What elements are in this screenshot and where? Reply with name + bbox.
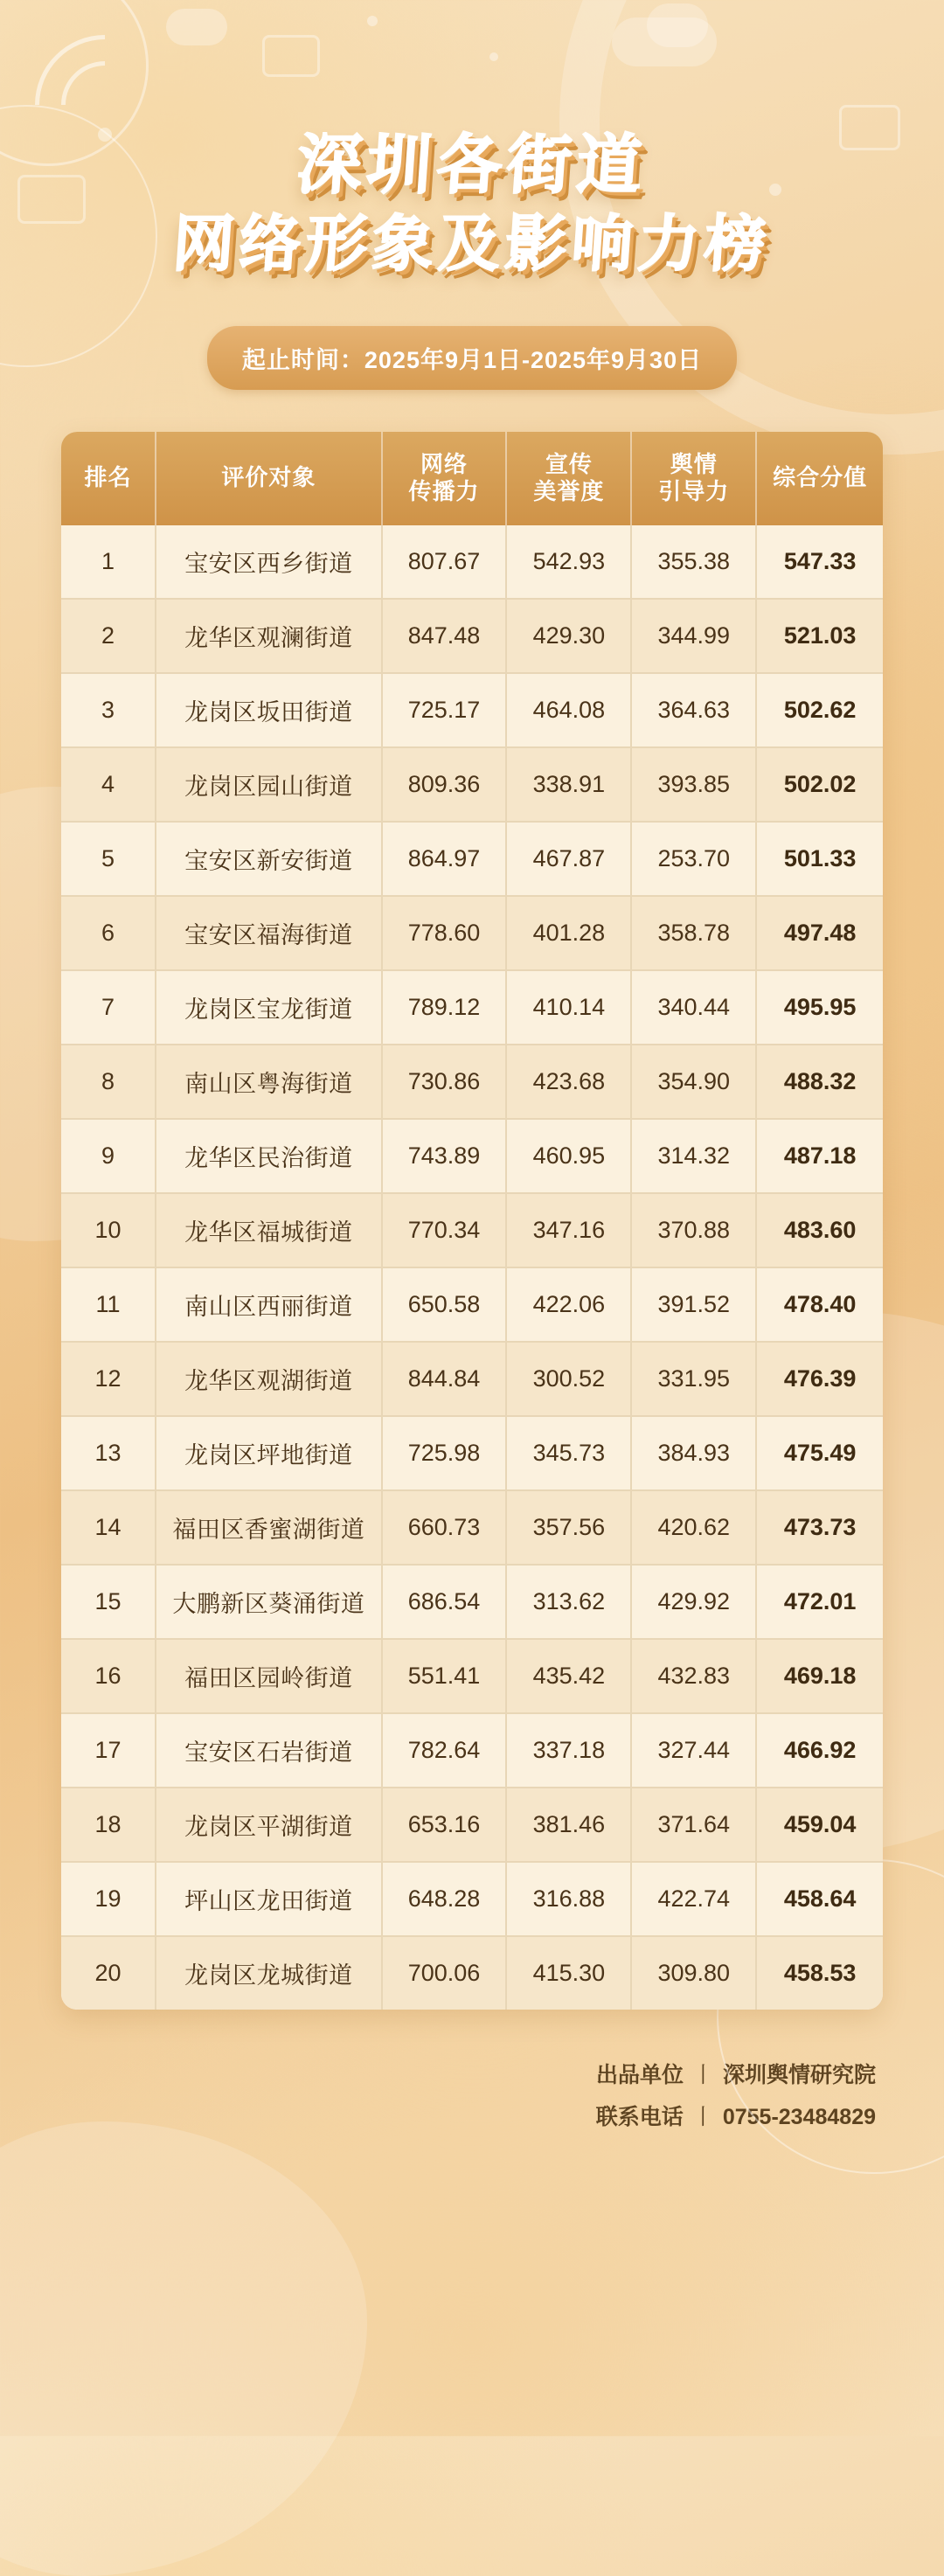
cell-metric2: 410.14	[506, 970, 631, 1045]
footer-producer-line	[68, 2055, 876, 2097]
cell-total: 483.60	[756, 1193, 883, 1267]
cell-metric1: 551.41	[382, 1639, 507, 1713]
cell-object: 龙岗区龙城街道	[156, 1936, 382, 2010]
cell-metric1: 725.98	[382, 1416, 507, 1490]
cell-metric3: 432.83	[631, 1639, 756, 1713]
cell-total: 478.40	[756, 1267, 883, 1342]
cell-total: 502.62	[756, 673, 883, 747]
table-row	[61, 525, 883, 599]
cell-rank: 15	[61, 1565, 156, 1639]
cell-metric1: 778.60	[382, 896, 507, 970]
table-row	[61, 1193, 883, 1267]
table-row	[61, 1342, 883, 1416]
cell-metric1: 653.16	[382, 1788, 507, 1862]
column-header-metric2-top: 宣传	[545, 450, 593, 477]
cell-total: 487.18	[756, 1119, 883, 1193]
cell-metric1: 864.97	[382, 822, 507, 896]
cell-object: 龙华区民治街道	[156, 1119, 382, 1193]
cell-object: 南山区西丽街道	[156, 1267, 382, 1342]
column-header-metric3-top: 舆情	[670, 450, 718, 477]
table-row	[61, 1267, 883, 1342]
cell-total: 458.53	[756, 1936, 883, 2010]
cell-object: 龙岗区园山街道	[156, 747, 382, 822]
cell-metric2: 347.16	[506, 1193, 631, 1267]
cell-metric3: 253.70	[631, 822, 756, 896]
cell-metric2: 337.18	[506, 1713, 631, 1788]
column-header-metric2-bottom: 美誉度	[533, 478, 605, 505]
cell-rank: 5	[61, 822, 156, 896]
cell-metric2: 345.73	[506, 1416, 631, 1490]
cell-metric3: 355.38	[631, 525, 756, 599]
cell-metric1: 660.73	[382, 1490, 507, 1565]
cell-metric3: 354.90	[631, 1045, 756, 1119]
table-row	[61, 1490, 883, 1565]
table-body	[61, 525, 883, 2010]
footer-phone-line	[68, 2097, 876, 2139]
column-header-metric3-bottom: 引导力	[658, 478, 730, 505]
cell-total: 501.33	[756, 822, 883, 896]
cell-metric2: 415.30	[506, 1936, 631, 2010]
footer-producer-label: 出品单位	[595, 2063, 684, 2088]
cell-rank: 6	[61, 896, 156, 970]
cell-metric2: 460.95	[506, 1119, 631, 1193]
cell-metric1: 650.58	[382, 1267, 507, 1342]
cell-rank: 18	[61, 1788, 156, 1862]
cell-rank: 12	[61, 1342, 156, 1416]
cell-object: 龙岗区坪地街道	[156, 1416, 382, 1490]
cell-object: 福田区园岭街道	[156, 1639, 382, 1713]
cell-rank: 2	[61, 599, 156, 673]
cell-metric1: 686.54	[382, 1565, 507, 1639]
cell-object: 龙华区福城街道	[156, 1193, 382, 1267]
footer-separator: 丨	[691, 2063, 714, 2088]
cell-metric1: 770.34	[382, 1193, 507, 1267]
table-row	[61, 822, 883, 896]
table-row	[61, 673, 883, 747]
cell-object: 宝安区新安街道	[156, 822, 382, 896]
cell-rank: 1	[61, 525, 156, 599]
cell-metric2: 316.88	[506, 1862, 631, 1936]
cell-object: 龙华区观湖街道	[156, 1342, 382, 1416]
cell-rank: 20	[61, 1936, 156, 2010]
cell-object: 龙岗区宝龙街道	[156, 970, 382, 1045]
column-header-metric1	[382, 432, 507, 525]
cell-total: 472.01	[756, 1565, 883, 1639]
cell-metric1: 782.64	[382, 1713, 507, 1788]
cell-object: 坪山区龙田街道	[156, 1862, 382, 1936]
footer	[68, 2055, 876, 2138]
cell-total: 547.33	[756, 525, 883, 599]
cell-rank: 7	[61, 970, 156, 1045]
table-row	[61, 970, 883, 1045]
column-header-metric1-top: 网络	[420, 450, 469, 477]
table-row	[61, 896, 883, 970]
table-row	[61, 1936, 883, 2010]
footer-separator: 丨	[691, 2104, 714, 2129]
cell-metric1: 809.36	[382, 747, 507, 822]
cell-total: 521.03	[756, 599, 883, 673]
cell-total: 459.04	[756, 1788, 883, 1862]
cell-total: 475.49	[756, 1416, 883, 1490]
cell-rank: 11	[61, 1267, 156, 1342]
cell-rank: 8	[61, 1045, 156, 1119]
cell-metric3: 371.64	[631, 1788, 756, 1862]
footer-producer-value: 深圳舆情研究院	[722, 2063, 876, 2088]
ranking-table-card	[61, 432, 883, 2010]
cell-metric2: 435.42	[506, 1639, 631, 1713]
cell-total: 476.39	[756, 1342, 883, 1416]
cell-metric3: 327.44	[631, 1713, 756, 1788]
cell-metric3: 422.74	[631, 1862, 756, 1936]
cell-metric3: 391.52	[631, 1267, 756, 1342]
table-row	[61, 1416, 883, 1490]
cell-object: 福田区香蜜湖街道	[156, 1490, 382, 1565]
table-row	[61, 1788, 883, 1862]
cell-metric3: 364.63	[631, 673, 756, 747]
table-row	[61, 747, 883, 822]
cell-rank: 9	[61, 1119, 156, 1193]
cell-rank: 13	[61, 1416, 156, 1490]
cell-rank: 16	[61, 1639, 156, 1713]
cell-object: 宝安区西乡街道	[156, 525, 382, 599]
cell-rank: 10	[61, 1193, 156, 1267]
table-header	[61, 432, 883, 525]
cell-metric3: 340.44	[631, 970, 756, 1045]
column-header-rank: 排名	[61, 432, 156, 525]
cell-metric1: 648.28	[382, 1862, 507, 1936]
cell-metric2: 313.62	[506, 1565, 631, 1639]
cell-metric1: 725.17	[382, 673, 507, 747]
table-row	[61, 1713, 883, 1788]
cell-rank: 3	[61, 673, 156, 747]
cell-metric3: 420.62	[631, 1490, 756, 1565]
column-header-total: 综合分值	[756, 432, 883, 525]
table-row	[61, 1119, 883, 1193]
cell-rank: 19	[61, 1862, 156, 1936]
cell-metric1: 730.86	[382, 1045, 507, 1119]
cell-metric3: 393.85	[631, 747, 756, 822]
cell-total: 495.95	[756, 970, 883, 1045]
cell-metric2: 357.56	[506, 1490, 631, 1565]
cell-metric2: 467.87	[506, 822, 631, 896]
cell-object: 宝安区石岩街道	[156, 1713, 382, 1788]
cell-object: 龙华区观澜街道	[156, 599, 382, 673]
cell-metric2: 338.91	[506, 747, 631, 822]
cell-object: 南山区粤海街道	[156, 1045, 382, 1119]
cell-metric2: 542.93	[506, 525, 631, 599]
column-header-object: 评价对象	[156, 432, 382, 525]
cell-metric3: 344.99	[631, 599, 756, 673]
cell-total: 473.73	[756, 1490, 883, 1565]
cell-metric3: 384.93	[631, 1416, 756, 1490]
table-row	[61, 1639, 883, 1713]
blob-decoration	[0, 2121, 367, 2576]
title-line-2: 网络形象及影响力榜	[170, 208, 774, 281]
cell-metric1: 789.12	[382, 970, 507, 1045]
date-range-badge: 起止时间：2025年9月1日-2025年9月30日	[207, 326, 737, 390]
cell-rank: 14	[61, 1490, 156, 1565]
column-header-metric2	[506, 432, 631, 525]
column-header-metric1-bottom: 传播力	[408, 478, 480, 505]
page-title	[170, 128, 774, 281]
cell-total: 488.32	[756, 1045, 883, 1119]
table-row	[61, 1565, 883, 1639]
cell-metric1: 847.48	[382, 599, 507, 673]
cell-object: 宝安区福海街道	[156, 896, 382, 970]
ranking-table	[61, 432, 883, 2010]
cell-metric3: 358.78	[631, 896, 756, 970]
cell-object: 龙岗区平湖街道	[156, 1788, 382, 1862]
cell-metric3: 429.92	[631, 1565, 756, 1639]
cell-metric2: 423.68	[506, 1045, 631, 1119]
cell-metric3: 331.95	[631, 1342, 756, 1416]
cell-rank: 17	[61, 1713, 156, 1788]
cell-total: 469.18	[756, 1639, 883, 1713]
cell-metric3: 309.80	[631, 1936, 756, 2010]
cell-metric1: 743.89	[382, 1119, 507, 1193]
cell-metric1: 700.06	[382, 1936, 507, 2010]
cell-metric2: 381.46	[506, 1788, 631, 1862]
cell-total: 466.92	[756, 1713, 883, 1788]
cell-metric2: 401.28	[506, 896, 631, 970]
cell-metric3: 370.88	[631, 1193, 756, 1267]
cell-total: 502.02	[756, 747, 883, 822]
cell-metric2: 464.08	[506, 673, 631, 747]
cell-total: 497.48	[756, 896, 883, 970]
footer-phone-value: 0755-23484829	[722, 2104, 876, 2129]
cell-metric2: 429.30	[506, 599, 631, 673]
cell-total: 458.64	[756, 1862, 883, 1936]
cell-object: 龙岗区坂田街道	[156, 673, 382, 747]
cell-metric1: 807.67	[382, 525, 507, 599]
title-line-1: 深圳各街道	[295, 128, 650, 203]
cell-object: 大鹏新区葵涌街道	[156, 1565, 382, 1639]
table-row	[61, 599, 883, 673]
table-row	[61, 1045, 883, 1119]
cell-metric2: 422.06	[506, 1267, 631, 1342]
footer-phone-label: 联系电话	[595, 2104, 684, 2129]
column-header-metric3	[631, 432, 756, 525]
cell-metric1: 844.84	[382, 1342, 507, 1416]
cell-rank: 4	[61, 747, 156, 822]
table-row	[61, 1862, 883, 1936]
cell-metric2: 300.52	[506, 1342, 631, 1416]
cell-metric3: 314.32	[631, 1119, 756, 1193]
poster-header	[0, 0, 944, 390]
